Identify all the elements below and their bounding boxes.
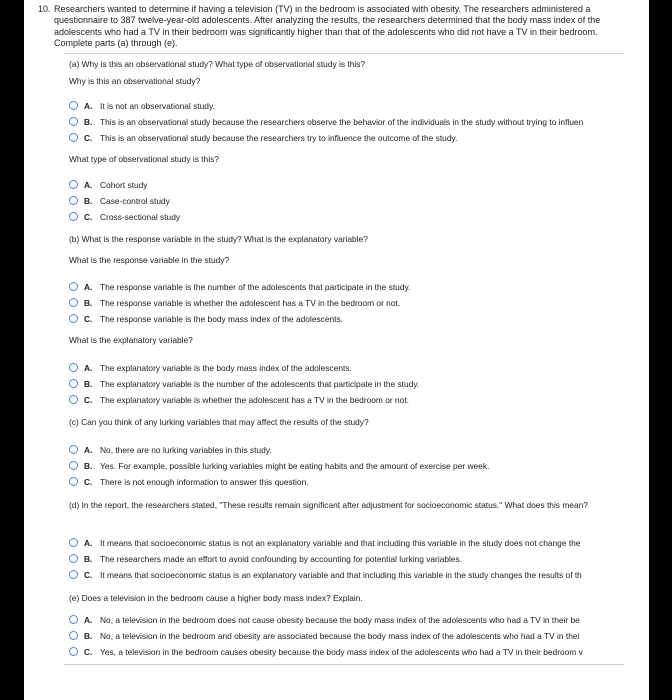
radio-button[interactable] <box>69 570 78 579</box>
part-a-q2-option-a[interactable] <box>69 179 649 191</box>
radio-button[interactable] <box>69 538 78 547</box>
question-number: 10. <box>38 4 51 14</box>
option-text: The explanatory variable is the number of the adolescents that participate in the study. <box>100 379 420 389</box>
option-letter: C. <box>84 647 93 657</box>
part-b-q2-option-b[interactable] <box>69 378 649 390</box>
option-letter: B. <box>84 461 93 471</box>
radio-button[interactable] <box>69 379 78 388</box>
option-text: The response variable is whether the adolescent has a TV in the bedroom or not. <box>100 298 401 308</box>
option-text: Case-control study <box>100 196 170 206</box>
part-a-question-2: What type of observational study is this? <box>69 154 219 164</box>
divider <box>64 664 624 665</box>
divider <box>64 53 624 54</box>
option-letter: A. <box>84 363 93 373</box>
option-letter: A. <box>84 282 93 292</box>
part-b-header: (b) What is the response variable in the study? What is the explanatory variable? <box>69 234 368 244</box>
part-d-header: (d) In the report, the researchers stated, "These results remain significant after adjustment for socioeconomic status." What does this mean? <box>69 500 588 510</box>
radio-button[interactable] <box>69 554 78 563</box>
part-b-question-2: What is the explanatory variable? <box>69 335 193 345</box>
part-e-option-c[interactable] <box>69 646 649 658</box>
part-b-q2-option-a[interactable] <box>69 362 649 374</box>
part-c-option-b[interactable] <box>69 460 649 472</box>
option-text: The explanatory variable is the body mass index of the adolescents. <box>100 363 352 373</box>
radio-button[interactable] <box>69 477 78 486</box>
option-text: Cross-sectional study <box>100 212 181 222</box>
option-text: No, a television in the bedroom and obesity are associated because the body mass index of the adolescents who had a TV in thei <box>100 631 580 641</box>
part-c-option-c[interactable] <box>69 476 649 488</box>
part-a-q1-option-b[interactable] <box>69 116 649 128</box>
part-d-option-b[interactable] <box>69 553 649 565</box>
radio-button[interactable] <box>69 298 78 307</box>
part-b-q1-option-b[interactable] <box>69 297 649 309</box>
option-letter: B. <box>84 117 93 127</box>
part-a-q2-option-c[interactable] <box>69 211 649 223</box>
radio-button[interactable] <box>69 180 78 189</box>
part-a-q2-option-b[interactable] <box>69 195 649 207</box>
part-a-header: (a) Why is this an observational study? What type of observational study is this? <box>69 59 366 69</box>
option-letter: C. <box>84 395 93 405</box>
part-e-option-a[interactable] <box>69 614 649 626</box>
option-text: Yes, a television in the bedroom causes obesity because the body mass index of the adolescents who had a TV in their bedroom v <box>100 647 583 657</box>
radio-button[interactable] <box>69 282 78 291</box>
option-text: The explanatory variable is whether the adolescent has a TV in the bedroom or not. <box>100 395 409 405</box>
option-text: No, there are no lurking variables in this study. <box>100 445 272 455</box>
option-text: No, a television in the bedroom does not cause obesity because the body mass index of the adolescents who had a TV in their be <box>100 615 580 625</box>
option-text: This is an observational study because the researchers try to influence the outcome of the study. <box>100 133 458 143</box>
question-intro <box>38 4 633 49</box>
option-letter: B. <box>84 298 93 308</box>
part-b-question-1: What is the response variable in the study? <box>69 255 230 265</box>
option-letter: A. <box>84 615 93 625</box>
option-letter: B. <box>84 379 93 389</box>
radio-button[interactable] <box>69 101 78 110</box>
part-e-header: (e) Does a television in the bedroom cause a higher body mass index? Explain. <box>69 593 363 603</box>
option-letter: C. <box>84 314 93 324</box>
part-b-q1-option-a[interactable] <box>69 281 649 293</box>
option-letter: C. <box>84 570 93 580</box>
radio-button[interactable] <box>69 314 78 323</box>
part-e-option-b[interactable] <box>69 630 649 642</box>
radio-button[interactable] <box>69 461 78 470</box>
option-letter: A. <box>84 445 93 455</box>
option-text: The researchers made an effort to avoid confounding by accounting for potential lurking variables. <box>100 554 463 564</box>
part-c-header: (c) Can you think of any lurking variables that may affect the results of the study? <box>69 417 369 427</box>
option-text: The response variable is the body mass index of the adolescents. <box>100 314 344 324</box>
part-a-q1-option-a[interactable] <box>69 100 649 112</box>
option-letter: A. <box>84 101 93 111</box>
part-b-q1-option-c[interactable] <box>69 313 649 325</box>
part-d-option-c[interactable] <box>69 569 649 581</box>
radio-button[interactable] <box>69 363 78 372</box>
option-letter: A. <box>84 538 93 548</box>
radio-button[interactable] <box>69 117 78 126</box>
radio-button[interactable] <box>69 133 78 142</box>
option-letter: C. <box>84 212 93 222</box>
option-text: It means that socioeconomic status is not an explanatory variable and that including this variable in the study does not change the <box>100 538 581 548</box>
option-text: Cohort study <box>100 180 148 190</box>
part-a-question-1: Why is this an observational study? <box>69 76 201 86</box>
option-letter: A. <box>84 180 93 190</box>
option-letter: C. <box>84 133 93 143</box>
option-text: It is not an observational study. <box>100 101 215 111</box>
radio-button[interactable] <box>69 615 78 624</box>
option-letter: B. <box>84 554 93 564</box>
part-d-option-a[interactable] <box>69 537 649 549</box>
option-letter: B. <box>84 631 93 641</box>
radio-button[interactable] <box>69 647 78 656</box>
option-text: It means that socioeconomic status is an explanatory variable and that including this variable in the study changes the results of th <box>100 570 582 580</box>
radio-button[interactable] <box>69 196 78 205</box>
part-a-q1-option-c[interactable] <box>69 132 649 144</box>
radio-button[interactable] <box>69 445 78 454</box>
option-text: This is an observational study because the researchers observe the behavior of the individuals in the study without trying to influen <box>100 117 584 127</box>
part-b-q2-option-c[interactable] <box>69 394 649 406</box>
question-text: Researchers wanted to determine if having a television (TV) in the bedroom is associated with obesity. The researchers administered a questionnaire to 387 twelve-year-old adolescents. After analyzing the results, the researchers determined that the body mass index of the adolescents who had a TV in their bedroom was significantly higher than that of the adolescents who did not have a TV in their bedroom. Complete parts (a) through (e). <box>54 4 601 48</box>
radio-button[interactable] <box>69 212 78 221</box>
question-page <box>24 0 649 700</box>
option-letter: B. <box>84 196 93 206</box>
option-text: There is not enough information to answer this question. <box>100 477 309 487</box>
option-letter: C. <box>84 477 93 487</box>
part-c-option-a[interactable] <box>69 444 649 456</box>
radio-button[interactable] <box>69 631 78 640</box>
radio-button[interactable] <box>69 395 78 404</box>
option-text: The response variable is the number of the adolescents that participate in the study. <box>100 282 411 292</box>
option-text: Yes. For example, possible lurking variables might be eating habits and the amount of exercise per week. <box>100 461 490 471</box>
